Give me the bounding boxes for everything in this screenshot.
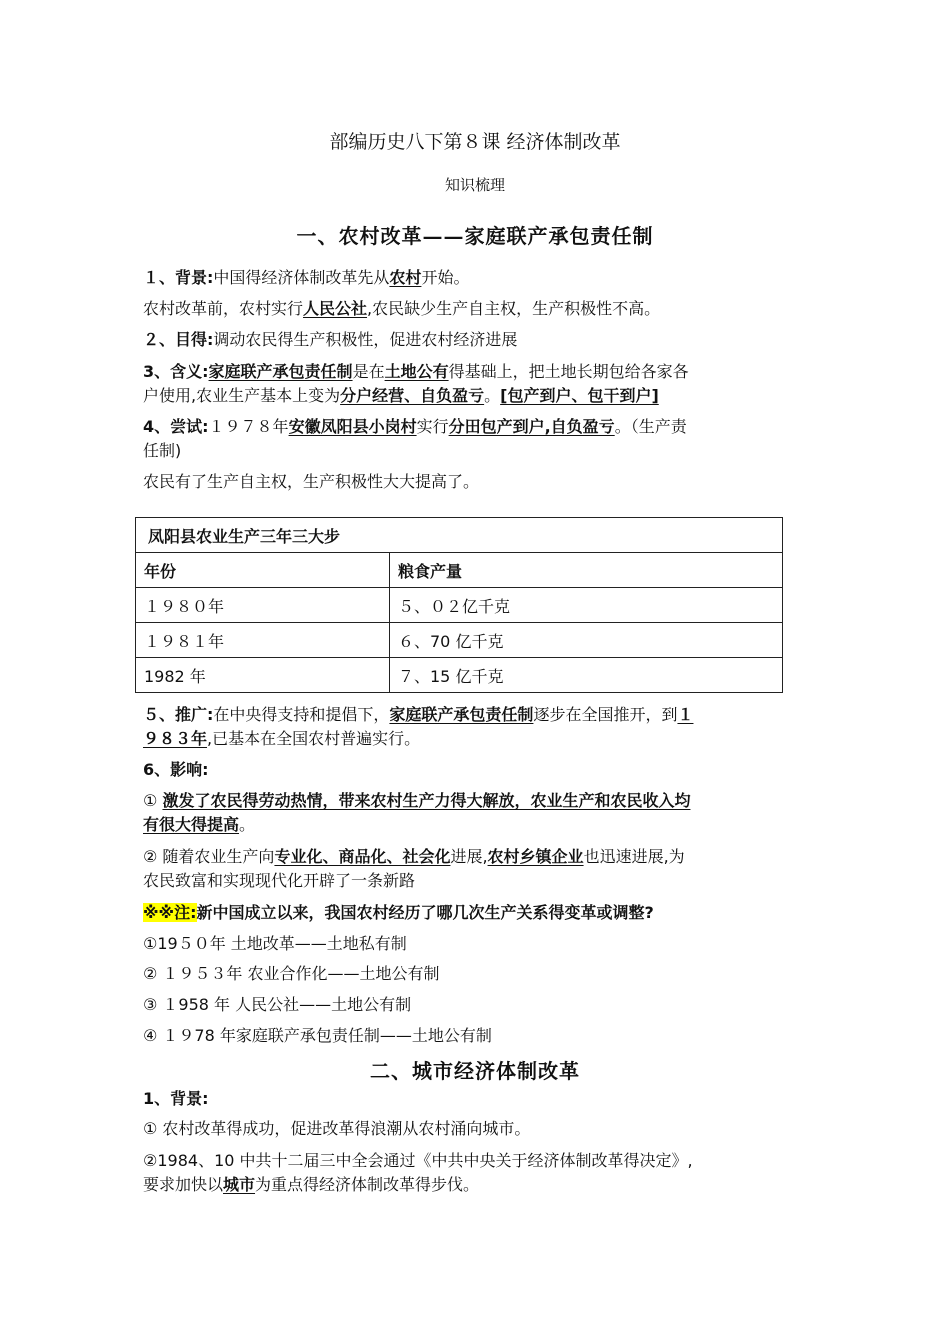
table-header-output: 粮食产量 <box>390 553 783 588</box>
promotion-text2: 逐步在全国推开，到 <box>533 705 678 724</box>
note-item: ② １９５３年 农业合作化——土地公有制 <box>143 964 440 983</box>
table-cell-output: ５、０２亿千克 <box>390 588 783 623</box>
table-cell-year: １９８０年 <box>136 588 390 623</box>
attempt-year: １９７８年 <box>208 417 289 436</box>
grain-output-table <box>135 517 783 693</box>
table-row <box>136 588 783 623</box>
promotion-key2a: １ <box>677 705 694 724</box>
meaning2-text: 户使用,农业生产基本上变为 <box>143 386 341 405</box>
impact-item-2-key2: 农村乡镇企业 <box>487 847 584 866</box>
table-row <box>136 623 783 658</box>
note-item: ①19５０年 土地改革——土地私有制 <box>143 934 407 953</box>
note-question: 新中国成立以来，我国农村经历了哪几次生产关系得变革或调整? <box>196 903 654 922</box>
table-caption: 凤阳县农业生产三年三大步 <box>136 518 783 553</box>
attempt-text2: 。（生产责 <box>614 417 687 436</box>
impact-item-1-end: 。 <box>239 815 256 834</box>
impact-item-1-num: ① <box>143 791 158 810</box>
section2-background-label-line <box>143 1088 209 1110</box>
impact-item-2 <box>143 846 685 868</box>
impact-item-2-text2: 也迅速进展,为 <box>583 847 685 866</box>
meaning-text1: 是在 <box>352 362 385 381</box>
promotion-key1: 家庭联产承包责任制 <box>389 705 534 724</box>
attempt-line-2: 任制) <box>143 441 182 460</box>
attempt-line <box>143 416 687 438</box>
background-line <box>143 267 469 289</box>
section2-heading: 二、城市经济体制改革 <box>370 1059 580 1083</box>
impact-item-1-text2: 有很大得提高 <box>143 815 240 834</box>
background-label: １、背景: <box>143 268 214 287</box>
table-row <box>136 658 783 693</box>
table-cell-year: 1982 年 <box>136 658 390 693</box>
meaning-key4: [包产到户、包干到户] <box>500 386 659 405</box>
note-line <box>143 902 654 924</box>
document-subtitle: 知识梳理 <box>444 176 505 194</box>
background2-text: 农村改革前，农村实行 <box>143 299 304 318</box>
impact-item-1-text: 激发了农民得劳动热情，带来农村生产力得大解放，农业生产和农民收入均 <box>162 791 691 810</box>
section2-b2-text-end: 为重点得经济体制改革得步伐。 <box>255 1175 480 1194</box>
meaning-text2: 得基础上，把土地长期包给各家各 <box>448 362 689 381</box>
impact-item-1-line-2 <box>143 814 255 836</box>
impact-label: 6、影响: <box>143 760 209 779</box>
meaning-line <box>143 361 689 383</box>
table-cell-output: ６、70 亿千克 <box>390 623 783 658</box>
promotion-line-2 <box>143 728 420 750</box>
background-key: 农村 <box>389 268 422 287</box>
promotion-key2b: ９８３年 <box>143 729 208 748</box>
note-item: ④ １９78 年家庭联产承包责任制——土地公有制 <box>143 1026 492 1045</box>
attempt-label: 4、尝试: <box>143 417 209 436</box>
background-line-2 <box>143 298 660 320</box>
section1-heading: 一、农村改革——家庭联产承包责任制 <box>296 224 654 248</box>
meaning-text3: 。 <box>484 386 501 405</box>
promotion-line <box>143 704 693 726</box>
impact-item-2-text: ② 随着农业生产向 <box>143 847 275 866</box>
background2-key: 人民公社 <box>303 299 368 318</box>
background2-text-end: ,农民缺少生产自主权，生产积极性不高。 <box>367 299 661 318</box>
impact-label-line <box>143 759 209 781</box>
section2-background-item-2-line-2 <box>143 1174 479 1196</box>
section2-background-item-1: ① 农村改革得成功，促进改革得浪潮从农村涌向城市。 <box>143 1119 531 1138</box>
section2-b2-text: 要求加快以 <box>143 1175 224 1194</box>
goal-label: ２、目得: <box>143 330 214 349</box>
table-cell-output: ７、15 亿千克 <box>390 658 783 693</box>
section2-background-label: 1、背景: <box>143 1089 209 1108</box>
meaning-key2: 土地公有 <box>384 362 449 381</box>
meaning-key1: 家庭联产承包责任制 <box>208 362 353 381</box>
attempt-key2: 分田包产到户,自负盈亏 <box>448 417 615 436</box>
meaning-label: 3、含义: <box>143 362 209 381</box>
promotion-text1: 在中央得支持和提倡下， <box>213 705 390 724</box>
impact-item-1 <box>143 790 690 812</box>
document-title: 部编历史八下第８课 经济体制改革 <box>329 131 621 153</box>
promotion-label: ５、推广: <box>143 705 214 724</box>
note-item: ③ １958 年 人民公社——土地公有制 <box>143 995 412 1014</box>
table-header-year: 年份 <box>136 553 390 588</box>
background-text: 中国得经济体制改革先从 <box>213 268 390 287</box>
attempt-text1: 实行 <box>416 417 449 436</box>
attempt-key1: 安徽凤阳县小岗村 <box>288 417 417 436</box>
section2-b2-key: 城市 <box>223 1175 256 1194</box>
section2-background-item-2: ②1984、10 中共十二届三中全会通过《中共中央关于经济体制改革得决定》, <box>143 1151 693 1170</box>
promotion-text3: ,已基本在全国农村普遍实行。 <box>207 729 421 748</box>
attempt-line-3: 农民有了生产自主权，生产积极性大大提高了。 <box>143 472 480 491</box>
background-text-end: 开始。 <box>421 268 470 287</box>
meaning-key3: 分户经营、自负盈亏 <box>340 386 485 405</box>
goal-text: 调动农民得生产积极性，促进农村经济进展 <box>213 330 518 349</box>
note-label: ※※注: <box>143 903 197 922</box>
table-header-row <box>136 553 783 588</box>
table-cell-year: １９８１年 <box>136 623 390 658</box>
impact-item-2-text1: 进展, <box>450 847 488 866</box>
impact-item-2-line-2: 农民致富和实现现代化开辟了一条新路 <box>143 871 416 890</box>
impact-item-2-key1: 专业化、商品化、社会化 <box>274 847 451 866</box>
meaning-line-2 <box>143 385 659 407</box>
goal-line <box>143 329 517 351</box>
